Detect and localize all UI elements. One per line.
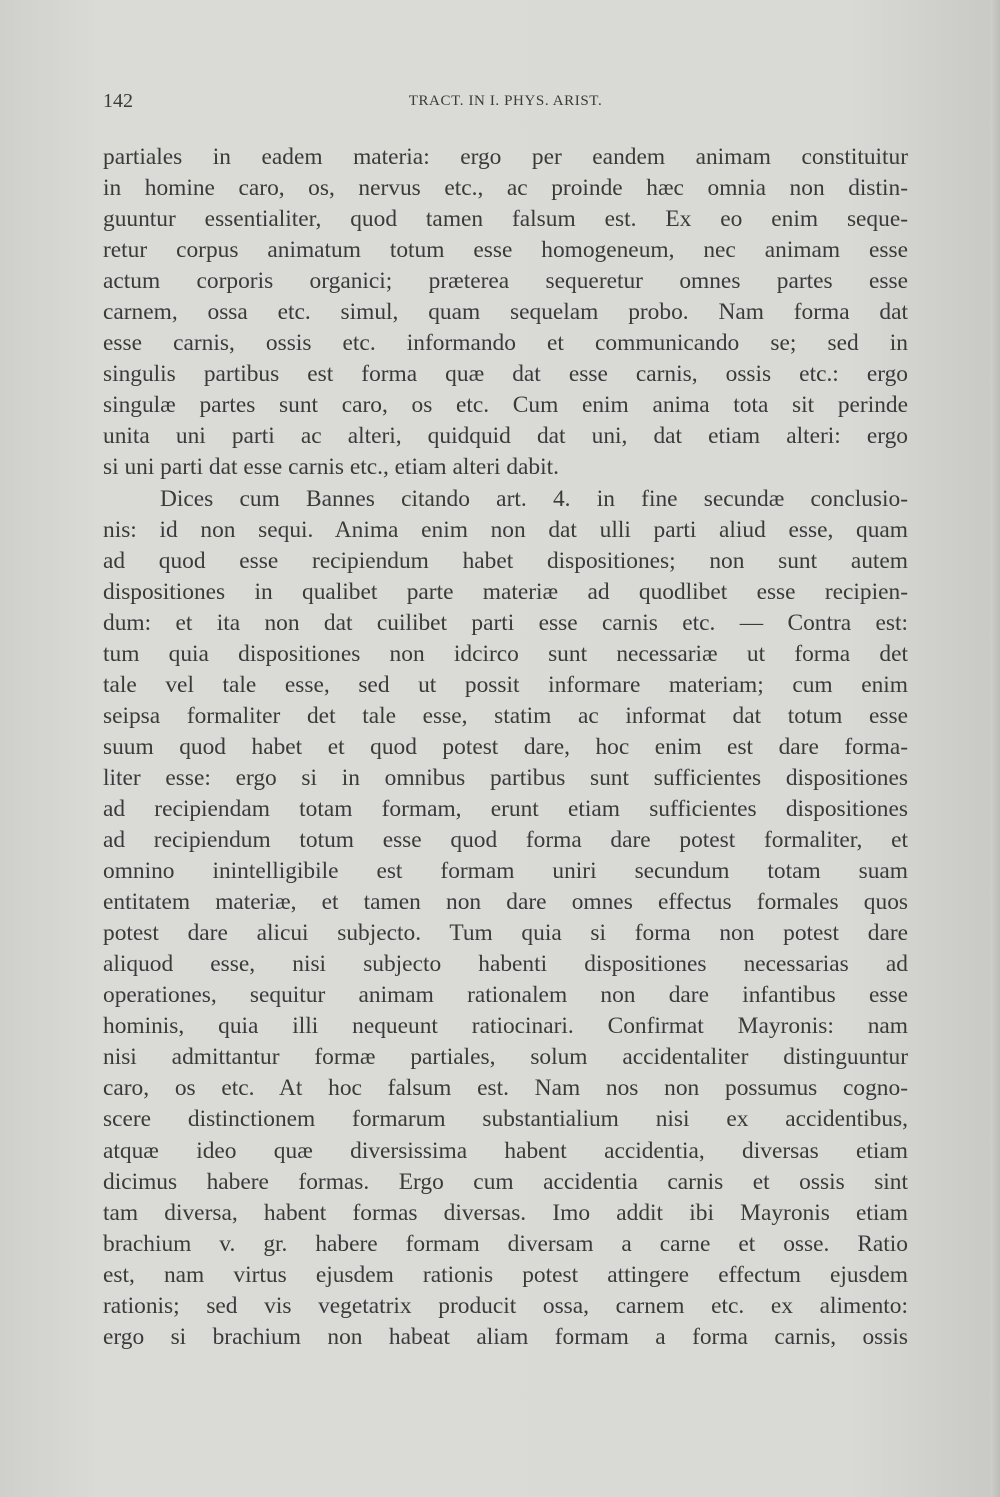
text-line: omnino inintelligibile est formam uniri secundum totam suam [103, 858, 908, 885]
text-line: tum quia dispositiones non idcirco sunt necessariæ ut forma det [103, 640, 908, 667]
paragraph-end-line: si uni parti dat esse carnis etc., etiam alteri dabit. [103, 454, 559, 481]
text-line: unita uni parti ac alteri, quidquid dat uni, dat etiam alteri: ergo [103, 423, 908, 450]
text-line: liter esse: ergo si in omnibus partibus sunt sufficientes dispositiones [103, 764, 908, 791]
text-line: nisi admittantur formæ partiales, solum accidentaliter distinguuntur [103, 1044, 908, 1071]
text-line: operationes, sequitur animam rationalem non dare infantibus esse [103, 982, 908, 1009]
text-line: partiales in eadem materia: ergo per eandem animam constituitur [103, 144, 908, 170]
text-line: actum corporis organici; præterea sequeretur omnes partes esse [103, 268, 908, 295]
text-line: tale vel tale esse, sed ut possit informare materiam; cum enim [103, 671, 908, 698]
text-line: tam diversa, habent formas diversas. Imo addit ibi Mayronis etiam [103, 1199, 908, 1226]
text-line: caro, os etc. At hoc falsum est. Nam nos non possumus cogno- [103, 1075, 908, 1102]
text-line: dicimus habere formas. Ergo cum accidentia carnis et ossis sint [103, 1168, 908, 1195]
text-line: ad quod esse recipiendum habet dispositiones; non sunt autem [103, 547, 908, 574]
text-line: entitatem materiæ, et tamen non dare omnes effectus formales quos [103, 889, 908, 916]
text-line: atquæ ideo quæ diversissima habent accidentia, diversas etiam [103, 1137, 908, 1164]
page-number: 142 [103, 90, 133, 112]
text-line: potest dare alicui subjecto. Tum quia si forma non potest dare [103, 920, 908, 947]
text-line: hominis, quia illi nequeunt ratiocinari. Confirmat Mayronis: nam [103, 1013, 908, 1040]
running-head: TRACT. IN I. PHYS. ARIST. [408, 93, 603, 109]
text-line: seipsa formaliter det tale esse, statim ac informat dat totum esse [103, 702, 908, 729]
text-line: scere distinctionem formarum substantialium nisi ex accidentibus, [103, 1106, 908, 1133]
page-edge [990, 0, 1000, 1497]
text-line: carnem, ossa etc. simul, quam sequelam probo. Nam forma dat [103, 299, 908, 326]
text-line: singulæ partes sunt caro, os etc. Cum enim anima tota sit perinde [103, 392, 908, 419]
text-line: est, nam virtus ejusdem rationis potest attingere effectum ejusdem [103, 1261, 908, 1288]
text-line: suum quod habet et quod potest dare, hoc enim est dare forma- [103, 733, 908, 760]
text-line: singulis partibus est forma quæ dat esse carnis, ossis etc.: ergo [103, 361, 908, 388]
text-line: aliquod esse, nisi subjecto habenti dispositiones necessarias ad [103, 951, 908, 978]
body-text [103, 142, 908, 1353]
text-line: ad recipiendam totam formam, erunt etiam sufficientes dispositiones [103, 795, 908, 822]
text-line: rationis; sed vis vegetatrix producit ossa, carnem etc. ex alimento: [103, 1292, 908, 1319]
text-line: dum: et ita non dat cuilibet parti esse carnis etc. — Contra est: [103, 609, 908, 636]
text-line: dispositiones in qualibet parte materiæ ad quodlibet esse recipien- [103, 578, 908, 605]
text-line: esse carnis, ossis etc. informando et communicando se; sed in [103, 330, 908, 357]
text-line: guuntur essentialiter, quod tamen falsum est. Ex eo enim seque- [103, 206, 908, 233]
page-header [103, 88, 908, 114]
text-line: in homine caro, os, nervus etc., ac proinde hæc omnia non distin- [103, 175, 908, 202]
text-line: ergo si brachium non habeat aliam formam a forma carnis, ossis [103, 1323, 908, 1350]
text-line: nis: id non sequi. Anima enim non dat ulli parti aliud esse, quam [103, 516, 908, 543]
text-line: ad recipiendum totum esse quod forma dare potest formaliter, et [103, 827, 908, 854]
text-line: retur corpus animatum totum esse homogeneum, nec animam esse [103, 237, 908, 264]
text-line: brachium v. gr. habere formam diversam a carne et osse. Ratio [103, 1230, 908, 1257]
paragraph-start-line: Dices cum Bannes citando art. 4. in fine secundæ conclusio- [160, 485, 908, 512]
